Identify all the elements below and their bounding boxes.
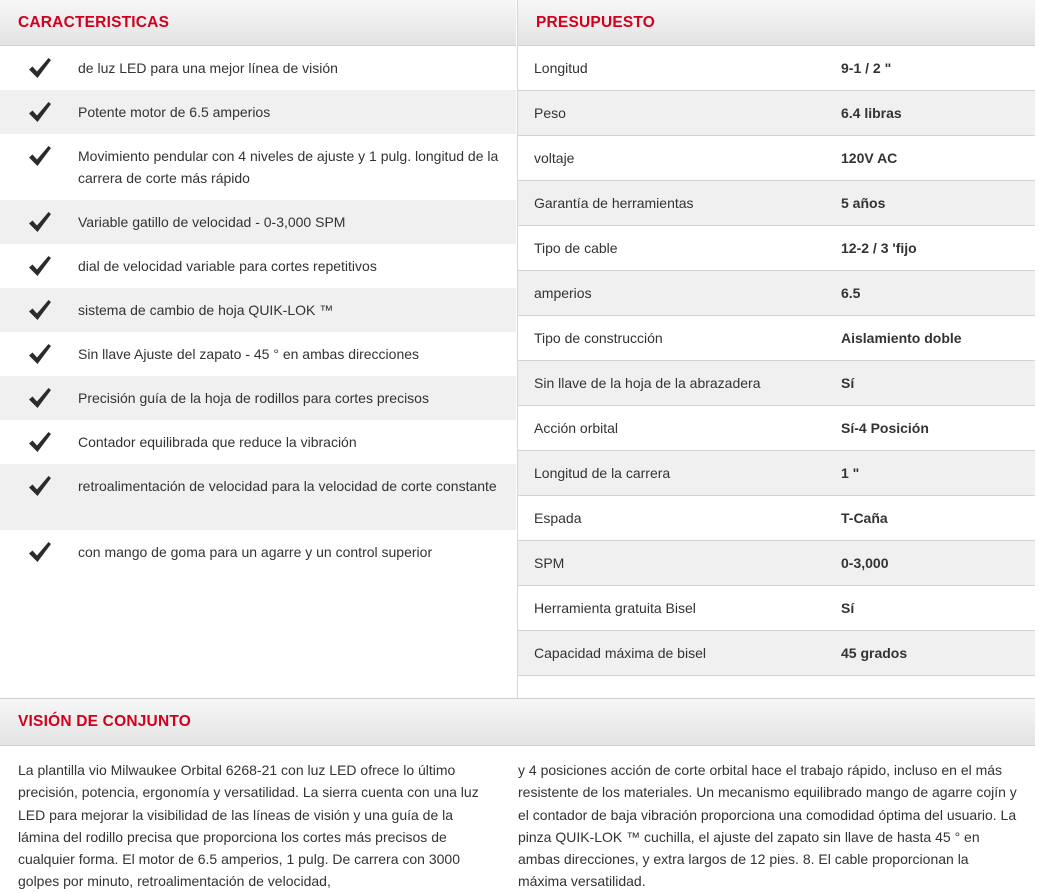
feature-text: retroalimentación de velocidad para la velocidad de corte constante [78,478,497,494]
feature-item [0,134,516,200]
spec-label: Capacidad máxima de bisel [534,645,706,661]
spec-row [518,226,1035,271]
spec-value: 120V AC [841,150,898,166]
checkmark-icon [0,288,78,327]
overview-body [0,746,1035,893]
feature-item [0,288,516,332]
spec-label: Tipo de cable [534,240,618,256]
feature-text: Precisión guía de la hoja de rodillos para cortes precisos [78,390,429,406]
spec-value: 0-3,000 [841,555,889,571]
spec-label: voltaje [534,150,575,166]
overview-text-right: y 4 posiciones acción de corte orbital hace el trabajo rápido, incluso en el más resistente de los materiales. Un mecanismo equilibrado mango de agarre cojín y el contador de baja vibración proporciona una comodidad óptima del usuario. La pinza QUIK-LOK ™ cuchilla, el ajuste del zapato sin llave de hasta 45 ° en ambas direcciones, y extra largos de 12 pies. 8. El cable proporcionan la máxima versatilidad. [518,762,1017,890]
overview-section [0,698,1035,893]
overview-text-left: La plantilla vio Milwaukee Orbital 6268-21 con luz LED ofrece lo último precisión, potencia, ergonomía y versatilidad. La sierra cuenta con una luz LED para mejorar la visibilidad de las líneas de visión y una guía de la lámina del rodillo precisa que proporciona los cortes más precisos de cualquier forma. El motor de 6.5 amperios, 1 pulg. De carrera con 3000 golpes por minuto, retroalimentación de velocidad, [18,762,479,890]
spec-value: 1 " [841,465,860,481]
overview-header [0,699,1035,746]
features-panel [0,0,516,698]
features-title: CARACTERISTICAS [18,13,170,31]
checkmark-icon [0,530,78,569]
feature-item [0,376,516,420]
checkmark-icon [0,464,78,503]
spec-row [518,406,1035,451]
feature-text: Potente motor de 6.5 amperios [78,104,271,120]
spec-label: Longitud de la carrera [534,465,671,481]
spec-row [518,46,1035,91]
feature-text: Sin llave Ajuste del zapato - 45 ° en ambas direcciones [78,346,420,362]
features-list [0,46,516,574]
spec-value: 6.4 libras [841,105,902,121]
spec-row [518,271,1035,316]
spec-value: 12-2 / 3 'fijo [841,240,917,256]
feature-item [0,46,516,90]
spec-value: 6.5 [841,285,861,301]
spec-value: Sí [841,600,855,616]
spec-value: T-Caña [841,510,888,526]
checkmark-icon [0,90,78,129]
spec-value: Aislamiento doble [841,330,962,346]
checkmark-icon [0,244,78,283]
spec-label: SPM [534,555,565,571]
checkmark-icon [0,420,78,459]
spec-row [518,181,1035,226]
spec-value: Sí-4 Posición [841,420,929,436]
spec-row [518,136,1035,181]
spec-row [518,541,1035,586]
feature-text: sistema de cambio de hoja QUIK-LOK ™ [78,302,334,318]
specs-title: PRESUPUESTO [536,13,656,31]
feature-item [0,332,516,376]
checkmark-icon [0,376,78,415]
spec-row [518,586,1035,631]
feature-item [0,90,516,134]
checkmark-icon [0,200,78,239]
spec-label: Garantía de herramientas [534,195,694,211]
spec-row [518,316,1035,361]
spec-row [518,496,1035,541]
feature-item [0,420,516,464]
spec-row [518,451,1035,496]
spec-value: 9-1 / 2 " [841,60,892,76]
feature-item [0,244,516,288]
features-header [0,0,516,46]
feature-text: dial de velocidad variable para cortes repetitivos [78,258,377,274]
feature-item [0,464,516,530]
spec-label: amperios [534,285,592,301]
spec-value: 45 grados [841,645,908,661]
checkmark-icon [0,46,78,85]
spec-label: Espada [534,510,582,526]
specs-table [518,46,1035,676]
spec-row [518,361,1035,406]
checkmark-icon [0,332,78,371]
feature-text: Variable gatillo de velocidad - 0-3,000 SPM [78,214,346,230]
feature-text: Contador equilibrada que reduce la vibración [78,434,357,450]
feature-text: Movimiento pendular con 4 niveles de ajuste y 1 pulg. longitud de la carrera de corte más rápido [78,148,499,186]
feature-item [0,530,516,574]
spec-label: Tipo de construcción [534,330,663,346]
spec-label: Acción orbital [534,420,619,436]
spec-label: Sin llave de la hoja de la abrazadera [534,375,761,391]
spec-row [518,91,1035,136]
spec-label: Longitud [534,60,588,76]
spec-row [518,631,1035,676]
checkmark-icon [0,134,78,173]
feature-text: de luz LED para una mejor línea de visión [78,60,338,76]
overview-title: VISIÓN DE CONJUNTO [18,713,191,730]
specs-header [518,0,1035,46]
spec-value: 5 años [841,195,886,211]
spec-value: Sí [841,375,855,391]
feature-item [0,200,516,244]
spec-label: Herramienta gratuita Bisel [534,600,696,616]
specs-panel [517,0,1035,698]
spec-label: Peso [534,105,566,121]
feature-text: con mango de goma para un agarre y un control superior [78,544,433,560]
